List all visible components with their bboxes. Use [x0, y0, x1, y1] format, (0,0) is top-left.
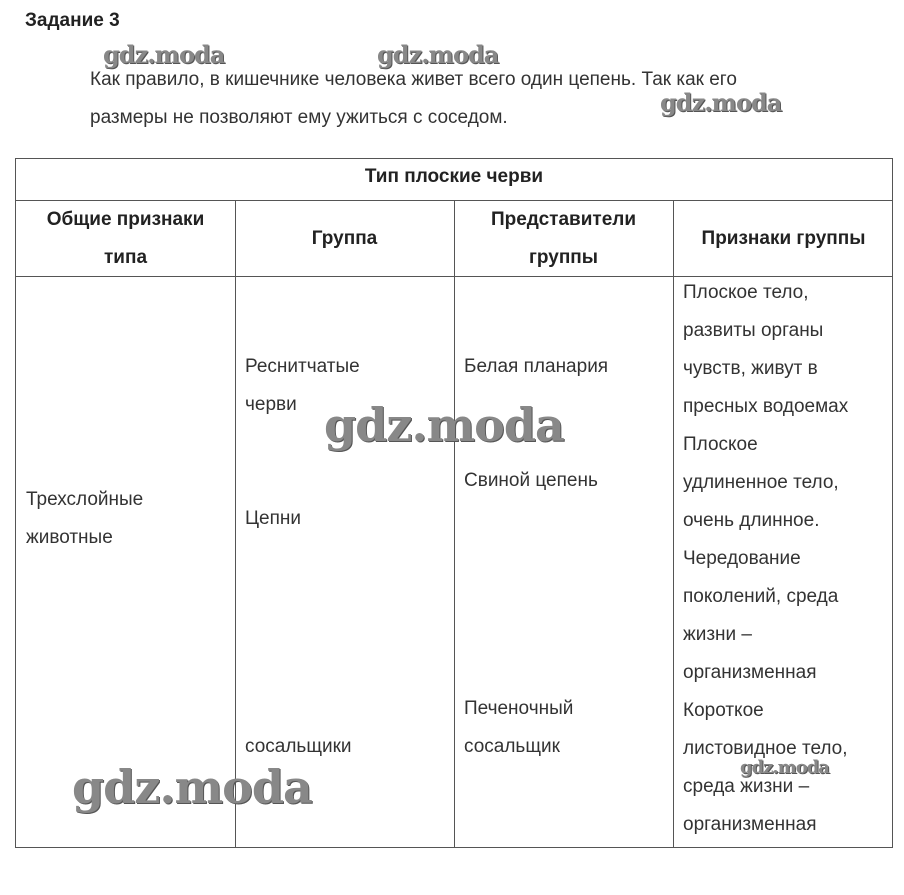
header-common-traits: Общие признаки типа	[46, 209, 205, 268]
common-traits-cell: Трехслойные животные	[26, 489, 144, 548]
header-group-traits: Признаки группы	[701, 228, 866, 249]
watermark: gdz.moda	[103, 40, 225, 69]
paragraph-line-2: размеры не позволяют ему ужиться с соседом.	[90, 107, 508, 128]
rep-white-planaria: Белая планария	[464, 356, 609, 377]
group-tapeworms: Цепни	[245, 508, 302, 529]
divider	[235, 200, 236, 847]
watermark: gdz.moda	[377, 40, 499, 69]
task-title: Задание 3	[25, 10, 120, 31]
paragraph-line-1: Как правило, в кишечнике человека живет всего один цепень. Так как его	[90, 69, 737, 90]
divider	[673, 200, 674, 847]
watermark: gdz.moda	[324, 398, 564, 452]
group-flukes: сосальщики	[245, 736, 352, 757]
header-group: Группа	[311, 228, 378, 249]
watermark: gdz.moda	[660, 88, 782, 117]
rep-liver-fluke: Печеночный сосальщик	[464, 698, 574, 757]
watermark: gdz.moda	[72, 760, 312, 814]
table-caption: Тип плоские черви	[364, 166, 544, 187]
flatworms-table	[15, 158, 893, 848]
watermark: gdz.moda	[740, 757, 829, 778]
group-ciliated-worms: Реснитчатые черви	[245, 356, 360, 415]
divider	[454, 200, 455, 847]
header-representatives: Представители группы	[490, 209, 637, 268]
rep-pork-tapeworm: Свиной цепень	[464, 470, 598, 491]
group-traits-cell: Плоское тело, развиты органы чувств, живут в пресных водоемах Плоское удлиненное тело, очень длинное. Чередование поколений, среда жизни – организменная Короткое листовидное тело, среда жизни – организменная	[683, 282, 849, 835]
